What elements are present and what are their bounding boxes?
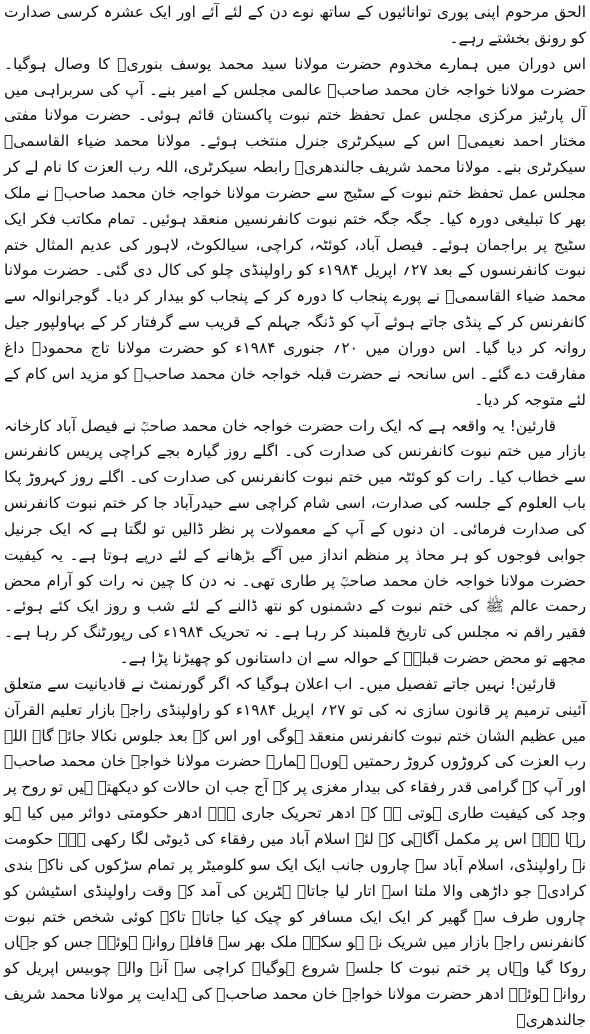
paragraph-3: قارئین! یہ واقعہ ہے کہ ایک رات حضرت خواجہ خان محمد صاحبؒ نے فیصل آباد کارخانہ بازار میں ختم نبوت کانفرنس کی صدارت کی۔ اگلے روز گیارہ بجے کراچی پریس کانفرنس سے خطاب کیا۔ رات کو کوئٹہ میں ختم نبوت کانفرنس کی صدارت کی۔ اگلے روز کہروڑ پکا باب العلوم کے جلسہ کی صدارت، اسی شام کراچی سے حیدرآباد جا کر ختم نبوت کانفرنس کی صدارت فرمائی۔ ان دنوں کے آپ کے معمولات پر نظر ڈالیں تو لگتا ہے کہ ایک جرنیل جوابی فوجوں کو ہر محاذ پر منظم انداز میں آگے بڑھانے کے لئے درپے ہوتا ہے۔ یہ کیفیت حضرت مولانا خواجہ خان محمد صاحبؒ پر طاری تھی۔ نہ دن کا چین نہ رات کو آرام محض رحمت عالم ﷺ کی ختم نبوت کے دشمنوں کو نتھ ڈالنے کے لئے شب و روز ایک کئے ہوئے۔ فقیر راقم نہ مجلس کی تاریخ قلمبند کر رہا ہے۔ نہ تحریک ۱۹۸۴ء کی رپورٹنگ کر رہا ہے۔ مجھے تو محض حضرت قبلہؒ کے حوالہ سے ان داستانوں کو چھیڑنا پڑا ہے۔ xyxy=(4,416,586,668)
paragraph-1: الحق مرحوم اپنی پوری توانائیوں کے ساتھ نوے دن کے لئے آئے اور ایک عشرہ کرسی صدارت کو رونق بخشتے رہے۔ xyxy=(4,3,586,47)
paragraph-2: اس دوران میں ہمارے مخدوم حضرت مولانا سید محمد یوسف بنوریؒ کا وصال ہوگیا۔ حضرت مولانا خواجہ خان محمد صاحبؒ عالمی مجلس کے امیر بنے۔ آپ کی سربراہی میں آل پارٹیز مرکزی مجلس عمل تحفظ ختم نبوت پاکستان قائم ہوئی۔ حضرت مولانا مفتی مختار احمد نعیمیؒ اس کے سیکرٹری جنرل منتخب ہوئے۔ مولانا محمد ضیاء القاسمیؒ سیکرٹری بنے۔ مولانا محمد شریف جالندھریؒ رابطہ سیکرٹری، اللہ رب العزت کا نام لے کر مجلس عمل تحفظ ختم نبوت کے سٹیج سے حضرت مولانا خواجہ خان محمد صاحبؒ نے ملک بھر کا تبلیغی دورہ کیا۔ جگہ جگہ ختم نبوت کانفرنسیں منعقد ہوئیں۔ تمام مکاتب فکر ایک سٹیج پر براجمان ہوئے۔ فیصل آباد، کوئٹہ، کراچی، سیالکوٹ، لاہور کی عدیم المثال ختم نبوت کانفرنسوں کے بعد ۲۷؍ اپریل ۱۹۸۴ء کو راولپنڈی چلو کی کال دی گئی۔ حضرت مولانا محمد ضیاء القاسمیؒ نے پورے پنجاب کا دورہ کر کے پنجاب کو بیدار کر دیا۔ گوجرانوالہ سے کانفرنس کر کے پنڈی جاتے ہوئے آپ کو ڈنگہ جہلم کے قریب سے گرفتار کر کے بہاولپور جیل روانہ کر دیا گیا۔ اس دوران میں ۲۰؍ جنوری ۱۹۸۴ء کو حضرت مولانا تاج محمودؒ داغ مفارقت دے گئے۔ اس سانحہ نے حضرت قبلہ خواجہ خان محمد صاحبؒ کو مزید اس کام کے لئے متوجہ کر دیا۔ xyxy=(4,54,586,409)
urdu-text-page xyxy=(4,0,587,1029)
paragraph-4: قارئین! نہیں جاتے تفصیل میں۔ اب اعلان ہوگیا کہ اگر گورنمنٹ نے قادیانیت سے متعلق آئینی ترمیم پر قانون سازی نہ کی تو ۲۷؍ اپریل ۱۹۸۴ء کو راولپنڈی راجہ بازار تعلیم القرآن میں عظیم الشان ختم نبوت کانفرنس منعقد ہوگی اور اس کے بعد جلوس نکالا جائے گا۔ اللہ رب العزت کی کروڑوں کروڑ رحمتیں ہوں۔ ہمارے حضرت مولانا خواجہ خان محمد صاحبؒ اور آپ کے گرامی قدر رفقاء کی بیدار مغزی پر کہ آج جب ان حالات کو دیکھتے ہیں تو روح پر وجد کی کیفیت طاری ہوتی ہے کہ ادھر تحریک جاری ہے۔ ادھر حکومتی دوائر میں کیا ہو رہا ہے۔ اس پر مکمل آگاہی کے لئے اسلام آباد میں رفقاء کی ڈیوٹی لگا رکھی ہے۔ حکومت نے راولپنڈی، اسلام آباد سے چاروں جانب ایک ایک سو کلومیٹر پر تمام سڑکوں کی ناکہ بندی کرادی۔ جو داڑھی والا ملتا اسے اتار لیا جاتا۔ ہٹرین کی آمد کے وقت راولپنڈی اسٹیشن کو چاروں طرف سے گھیر کر ایک ایک مسافر کو چیک کیا جاتا۔ تاکہ کوئی شخص ختم نبوت کانفرنس راجہ بازار میں شریک نہ ہو سکے۔ ملک بھر سے قافلے روانہ ہوئے۔ جس کو جہاں روکا گیا وہاں پر ختم نبوت کا جلسہ شروع ہوگیا۔ کراچی سے آنے والے چوبیس اپریل کو روانہ ہوئے۔ ادھر حضرت مولانا خواجہ خان محمد صاحبؒ کی ہدایت پر مولانا محمد شریف جالندھریؒ xyxy=(4,674,587,1029)
